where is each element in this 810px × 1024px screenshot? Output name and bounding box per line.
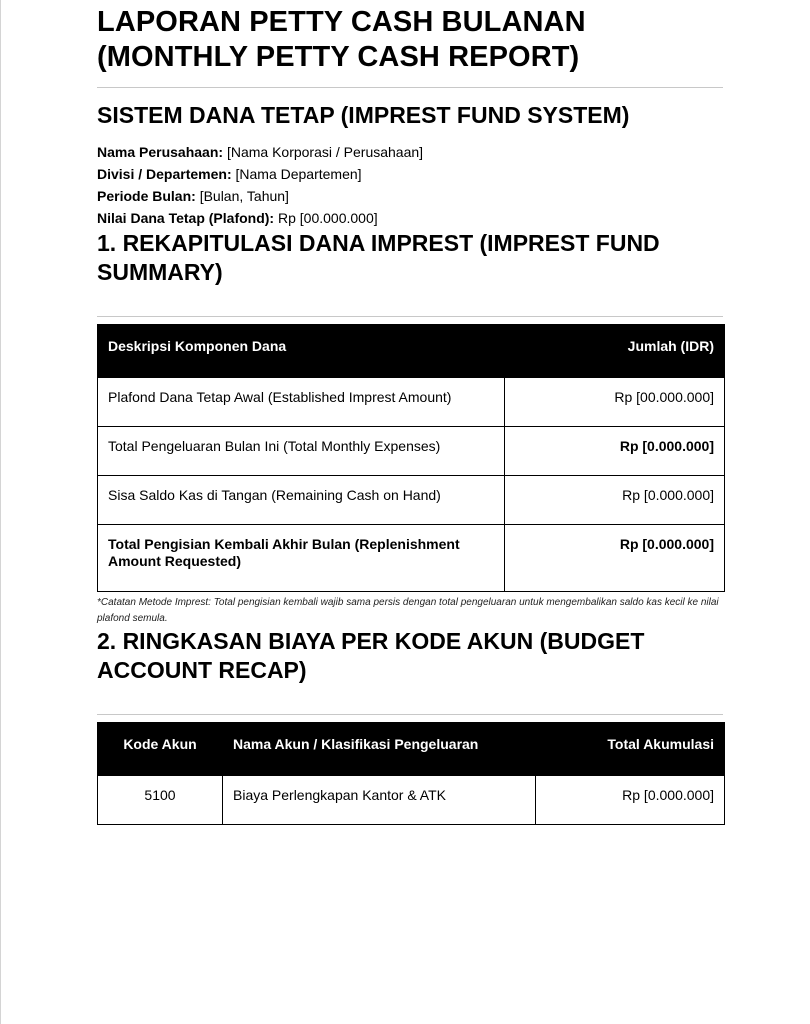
section1-heading: 1. REKAPITULASI DANA IMPREST (IMPREST FUND SUMMARY): [97, 230, 660, 285]
table-row: 5100 Biaya Perlengkapan Kantor & ATK Rp [0.000.000]: [98, 776, 725, 825]
table-row: Sisa Saldo Kas di Tangan (Remaining Cash on Hand) Rp [0.000.000]: [98, 476, 725, 525]
report-page: [97, 0, 723, 825]
meta-division: Divisi / Departemen: [Nama Departemen]: [97, 166, 362, 182]
table-row-total: Total Pengisian Kembali Akhir Bulan (Replenishment Amount Requested) Rp [0.000.000]: [98, 525, 725, 592]
report-title: LAPORAN PETTY CASH BULANAN (MONTHLY PETTY CASH REPORT): [97, 6, 586, 73]
header-account-name: Nama Akun / Klasifikasi Pengeluaran: [223, 723, 536, 776]
header-description: Deskripsi Komponen Dana: [98, 325, 505, 378]
section2-divider: [97, 714, 723, 715]
meta-company: Nama Perusahaan: [Nama Korporasi / Perusahaan]: [97, 144, 424, 160]
section1-divider: [97, 316, 723, 317]
imprest-note: *Catatan Metode Imprest: Total pengisian kembali wajib sama persis dengan total pengeluaran untuk mengembalikan saldo kas kecil ke nilai plafond semula.: [97, 597, 719, 624]
table-header-row: [98, 723, 725, 776]
report-subtitle: SISTEM DANA TETAP (IMPREST FUND SYSTEM): [97, 102, 630, 128]
table-row: Plafond Dana Tetap Awal (Established Imprest Amount) Rp [00.000.000]: [98, 378, 725, 427]
meta-plafond: Nilai Dana Tetap (Plafond): Rp [00.000.000]: [97, 210, 378, 226]
budget-account-table: [97, 722, 725, 825]
header-total: Total Akumulasi: [536, 723, 725, 776]
table-row: Total Pengeluaran Bulan Ini (Total Monthly Expenses) Rp [0.000.000]: [98, 427, 725, 476]
imprest-summary-table: [97, 324, 725, 592]
header-amount: Jumlah (IDR): [505, 325, 725, 378]
table-header-row: [98, 325, 725, 378]
report-meta: [97, 141, 723, 229]
title-divider: [97, 87, 723, 88]
meta-period: Periode Bulan: [Bulan, Tahun]: [97, 188, 289, 204]
section2-heading: 2. RINGKASAN BIAYA PER KODE AKUN (BUDGET ACCOUNT RECAP): [97, 628, 645, 683]
header-account-code: Kode Akun: [98, 723, 223, 776]
page-left-edge: [0, 0, 1, 1024]
